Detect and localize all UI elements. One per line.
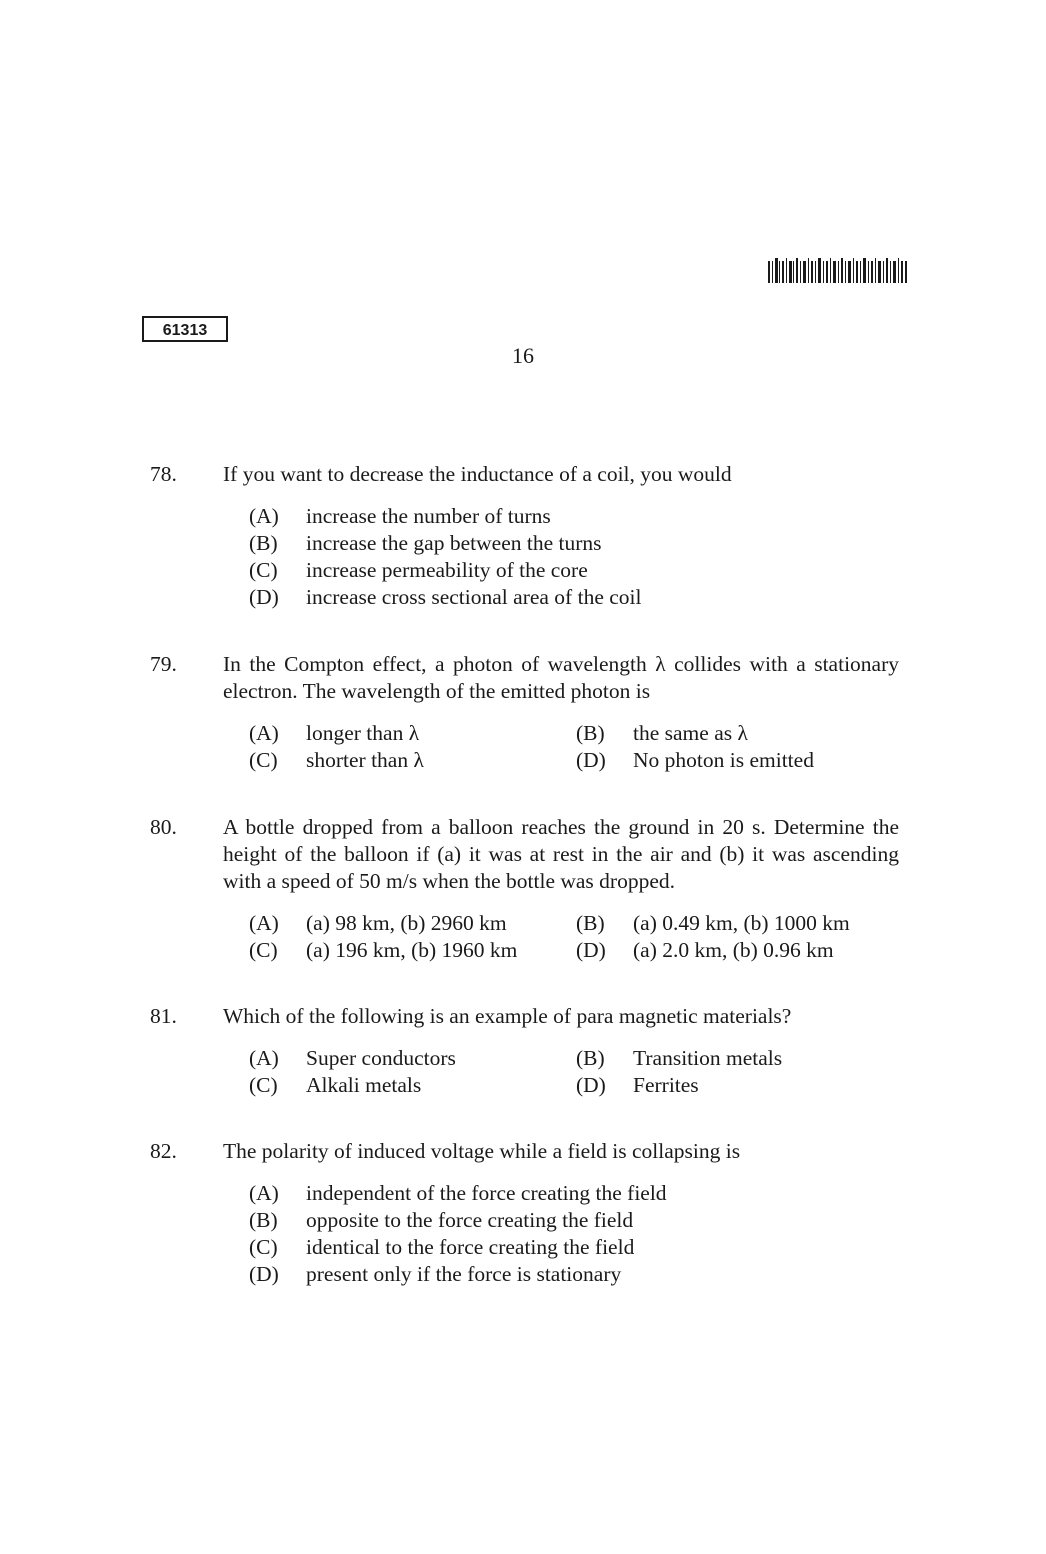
option-letter: (D) — [576, 1073, 606, 1097]
option-letter: (B) — [249, 1208, 278, 1232]
option-list — [249, 1045, 910, 1099]
option-text: increase the number of turns — [306, 504, 551, 528]
option-a[interactable] — [249, 1180, 910, 1207]
option-letter: (A) — [249, 911, 279, 935]
option-letter: (D) — [249, 585, 279, 609]
option-letter: (B) — [576, 1046, 605, 1070]
option-letter: (D) — [576, 748, 606, 772]
option-text: identical to the force creating the field — [306, 1235, 635, 1259]
question-text: A bottle dropped from a balloon reaches the ground in 20 s. Determine the height of the balloon if (a) it was at rest in the air and (b) it was ascending with a speed of 50 m/s when the bottle was dropped. — [223, 815, 899, 893]
question-82 — [150, 1138, 910, 1288]
paper-code-box — [142, 316, 228, 342]
option-list — [249, 503, 910, 611]
question-number: 79. — [150, 652, 177, 676]
option-letter: (C) — [249, 938, 278, 962]
question-81 — [150, 1003, 910, 1099]
paper-code: 61313 — [162, 322, 208, 339]
option-letter: (B) — [249, 531, 278, 555]
option-text: No photon is emitted — [633, 748, 814, 772]
question-text: Which of the following is an example of para magnetic materials? — [223, 1004, 792, 1028]
page-number: 16 — [512, 343, 534, 368]
question-number: 81. — [150, 1004, 177, 1028]
option-a[interactable] — [249, 720, 576, 747]
question-text: The polarity of induced voltage while a field is collapsing is — [223, 1139, 741, 1163]
question-text: In the Compton effect, a photon of wavelength λ collides with a stationary electron. The wavelength of the emitted photon is — [223, 652, 899, 703]
option-b[interactable] — [249, 1207, 910, 1234]
question-number: 82. — [150, 1139, 177, 1163]
option-d[interactable] — [249, 584, 910, 611]
option-b[interactable] — [576, 910, 906, 937]
option-c[interactable] — [249, 937, 576, 964]
option-a[interactable] — [249, 910, 576, 937]
option-b[interactable] — [249, 530, 910, 557]
barcode — [768, 258, 908, 284]
option-a[interactable] — [249, 1045, 576, 1072]
option-text: the same as λ — [633, 721, 748, 745]
option-letter: (A) — [249, 1046, 279, 1070]
option-text: (a) 98 km, (b) 2960 km — [306, 911, 507, 935]
question-79 — [150, 651, 910, 774]
option-text: (a) 196 km, (b) 1960 km — [306, 938, 518, 962]
option-letter: (A) — [249, 1181, 279, 1205]
option-text: increase cross sectional area of the coil — [306, 585, 642, 609]
option-letter: (B) — [576, 911, 605, 935]
option-b[interactable] — [576, 1045, 906, 1072]
option-letter: (A) — [249, 721, 279, 745]
option-letter: (D) — [249, 1262, 279, 1286]
option-list — [249, 1180, 910, 1288]
option-d[interactable] — [576, 747, 906, 774]
option-text: increase permeability of the core — [306, 558, 588, 582]
option-text: Ferrites — [633, 1073, 699, 1097]
option-c[interactable] — [249, 1072, 576, 1099]
question-text: If you want to decrease the inductance of a coil, you would — [223, 462, 732, 486]
option-text: opposite to the force creating the field — [306, 1208, 634, 1232]
option-text: longer than λ — [306, 721, 420, 745]
option-letter: (C) — [249, 558, 278, 582]
option-b[interactable] — [576, 720, 906, 747]
option-text: shorter than λ — [306, 748, 424, 772]
option-text: Transition metals — [633, 1046, 783, 1070]
option-list — [249, 720, 910, 774]
option-text: (a) 0.49 km, (b) 1000 km — [633, 911, 850, 935]
option-text: Super conductors — [306, 1046, 456, 1070]
option-letter: (C) — [249, 748, 278, 772]
option-text: independent of the force creating the field — [306, 1181, 667, 1205]
option-d[interactable] — [576, 1072, 906, 1099]
option-letter: (B) — [576, 721, 605, 745]
option-c[interactable] — [249, 747, 576, 774]
option-text: increase the gap between the turns — [306, 531, 602, 555]
option-a[interactable] — [249, 503, 910, 530]
option-c[interactable] — [249, 1234, 910, 1261]
option-text: Alkali metals — [306, 1073, 422, 1097]
option-list — [249, 910, 910, 964]
option-letter: (D) — [576, 938, 606, 962]
question-number: 78. — [150, 462, 177, 486]
option-d[interactable] — [576, 937, 906, 964]
option-letter: (C) — [249, 1235, 278, 1259]
option-text: present only if the force is stationary — [306, 1262, 622, 1286]
option-letter: (C) — [249, 1073, 278, 1097]
option-text: (a) 2.0 km, (b) 0.96 km — [633, 938, 834, 962]
option-letter: (A) — [249, 504, 279, 528]
question-80 — [150, 814, 910, 964]
question-78 — [150, 461, 910, 611]
option-d[interactable] — [249, 1261, 910, 1288]
option-c[interactable] — [249, 557, 910, 584]
question-number: 80. — [150, 815, 177, 839]
